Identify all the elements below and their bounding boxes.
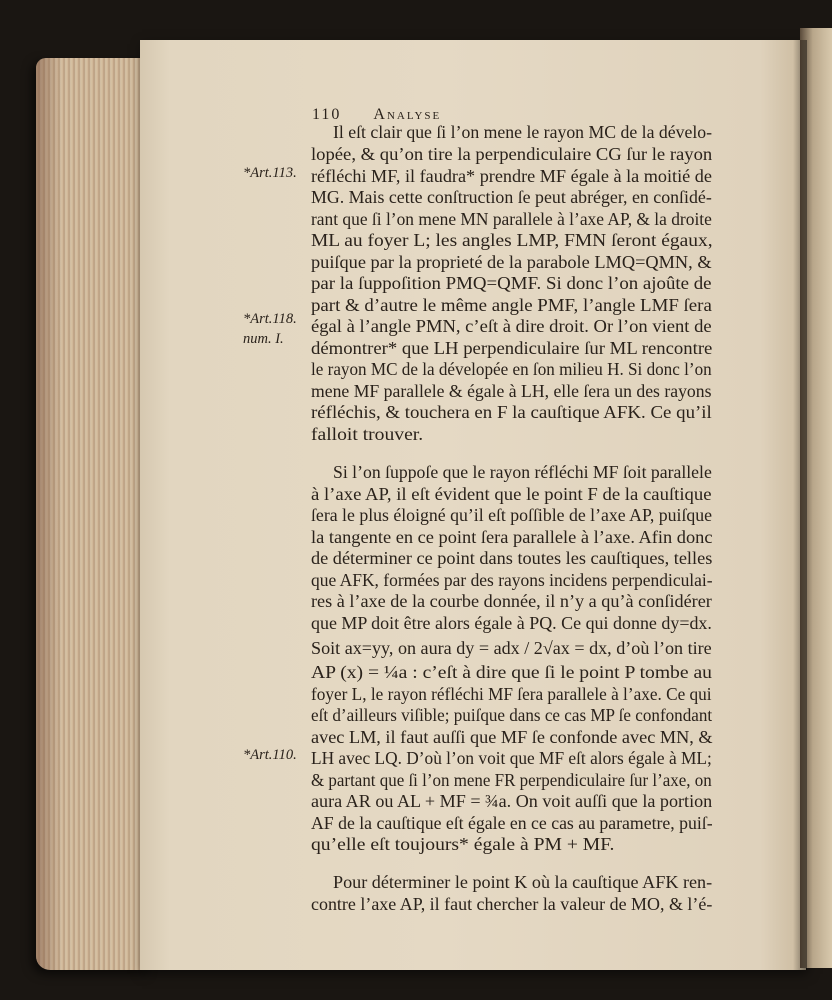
margin-note: *Art.110. bbox=[243, 747, 297, 763]
text-line: AF de la cauſtique eſt égale en ce cas au parametre, puiſ- bbox=[311, 813, 713, 833]
text-line: contre l’axe AP, il faut chercher la valeur de MO, & l’é- bbox=[311, 894, 713, 914]
text-line: res à l’axe de la courbe donnée, il n’y a qu’à conſidérer bbox=[311, 591, 712, 611]
text-line: par la ſuppoſition PMQ=QMF. Si donc l’on ajoûte de bbox=[311, 273, 712, 293]
text-line: démontrer* que LH perpendiculaire ſur ML rencontre bbox=[311, 338, 713, 358]
text-line: Il eſt clair que ſi l’on mene le rayon MC de la dévelo- bbox=[333, 122, 713, 142]
text-line: MG. Mais cette conſtruction ſe peut abréger, en conſidé- bbox=[311, 187, 712, 207]
text-line: ſera le plus éloigné qu’il eſt poſſible de l’axe AP, puiſque bbox=[311, 505, 713, 525]
text-line: la tangente en ce point ſera parallele à l’axe. Afin donc bbox=[311, 527, 713, 547]
text-line: part & d’autre le même angle PMF, l’angle LMF ſera bbox=[311, 295, 712, 315]
text-line: Pour déterminer le point K où la cauſtique AFK ren- bbox=[333, 872, 713, 892]
text-line: réfléchi MF, il faudra* prendre MF égale à la moitié de bbox=[311, 166, 712, 186]
text-line: rant que ſi l’on mene MN parallele à l’axe AP, & la droite bbox=[311, 209, 712, 229]
margin-note: *Art.113. bbox=[243, 165, 297, 181]
text-line: aura AR ou AL + MF = ¾a. On voit auſſi que la portion bbox=[311, 791, 713, 811]
running-title: Analyse bbox=[373, 106, 442, 123]
text-line: lopée, & qu’on tire la perpendiculaire CG ſur le rayon bbox=[311, 144, 713, 164]
page-number: 110 bbox=[312, 106, 342, 123]
text-line: réfléchis, & touchera en F la cauſtique AFK. Ce qu’il bbox=[311, 402, 712, 422]
text-line: ML au foyer L; les angles LMP, FMN ſeront égaux, bbox=[311, 230, 713, 250]
page-edges bbox=[36, 58, 150, 970]
text-line: AP (x) = ¼a : c’eſt à dire que ſi le point P tombe au bbox=[311, 662, 712, 682]
text-line: de déterminer ce point dans toutes les cauſtiques, telles bbox=[311, 548, 713, 568]
text-line: LH avec LQ. D’où l’on voit que MF eſt alors égale à ML; bbox=[311, 748, 712, 768]
text-line: puiſque par la proprieté de la parabole LMQ=QMN, & bbox=[311, 252, 712, 272]
text-line: que AFK, formées par des rayons incidens perpendiculai- bbox=[311, 570, 713, 590]
spine-shadow bbox=[793, 40, 807, 970]
text-line: le rayon MC de la dévelopée en ſon milieu H. Si donc l’on bbox=[311, 359, 712, 379]
text-line: qu’elle eſt toujours* égale à PM + MF. bbox=[311, 834, 615, 854]
text-line: & partant que ſi l’on mene FR perpendiculaire ſur l’axe, on bbox=[311, 770, 712, 790]
text-line: égal à l’angle PMN, c’eſt à dire droit. Or l’on vient de bbox=[311, 316, 712, 336]
text-line: mene MF parallele & égale à LH, elle ſera un des rayons bbox=[311, 381, 712, 401]
text-line: Soit ax=yy, on aura dy = adx / 2√ax = dx, d’où l’on tire bbox=[311, 638, 712, 658]
margin-note: *Art.118. bbox=[243, 311, 297, 327]
margin-note: num. I. bbox=[243, 331, 284, 347]
text-line: que MP doit être alors égale à PQ. Ce qui donne dy=dx. bbox=[311, 613, 712, 633]
text-line: Si l’on ſuppoſe que le rayon réfléchi MF ſoit parallele bbox=[333, 462, 712, 482]
text-line: eſt d’ailleurs viſible; puiſque dans ce cas MP ſe confondant bbox=[311, 705, 713, 725]
text-line: falloit trouver. bbox=[311, 424, 424, 444]
text-line: foyer L, le rayon réfléchi MF ſera parallele à l’axe. Ce qui bbox=[311, 684, 712, 704]
text-line: avec LM, il faut auſſi que MF ſe confonde avec MN, & bbox=[311, 727, 713, 747]
text-line: à l’axe AP, il eſt évident que le point F de la cauſtique bbox=[311, 484, 712, 504]
